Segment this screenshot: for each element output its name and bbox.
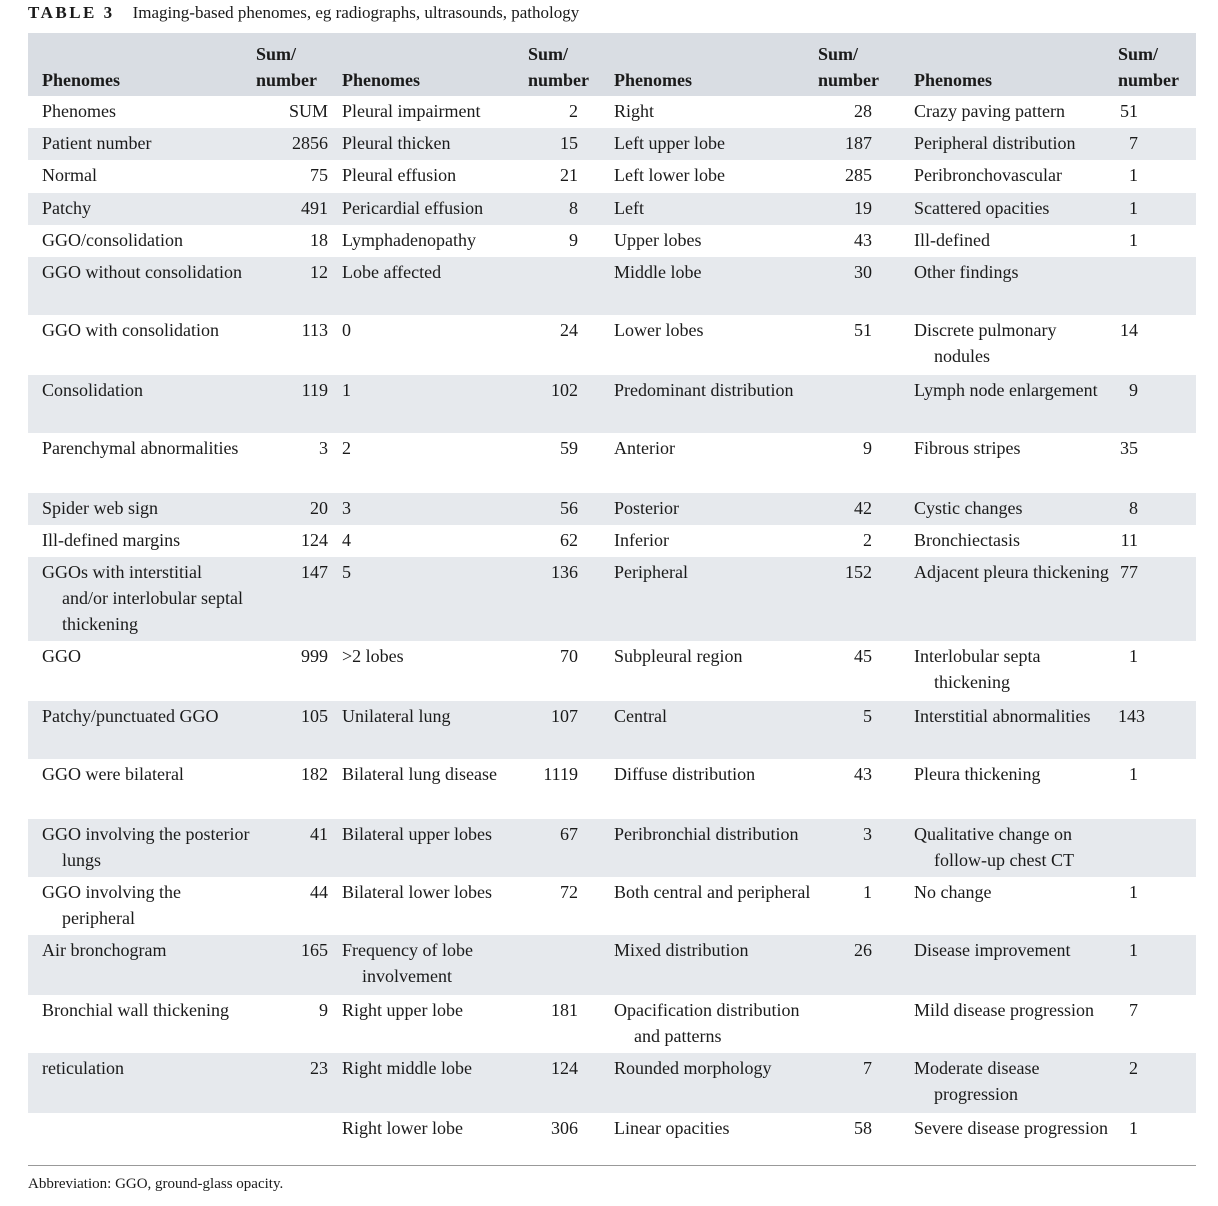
phenome-cell: Diffuse distribution <box>614 764 756 784</box>
sum-number-cell: 3 <box>319 438 328 458</box>
phenome-cell <box>28 1113 256 1169</box>
sum-number-cell: 113 <box>301 320 328 340</box>
phenome-cell: Lymphadenopathy <box>342 230 476 250</box>
phenome-cell: Pericardial effusion <box>328 193 528 225</box>
sum-number-cell: 107 <box>528 701 600 759</box>
phenome-cell: Upper lobes <box>614 230 702 250</box>
sum-number-cell: 30 <box>818 257 900 315</box>
phenome-cell: Pleural impairment <box>342 101 481 121</box>
phenome-cell: Right upper lobe <box>342 1000 463 1020</box>
table-row <box>28 315 1196 375</box>
column-header: Sum/ number <box>1118 33 1196 96</box>
phenome-cell: >2 lobes <box>342 646 404 666</box>
sum-number-cell: 75 <box>310 165 328 185</box>
sum-number-cell: 11 <box>1120 530 1138 550</box>
phenome-cell: Discrete pulmonary nodules <box>914 320 1057 366</box>
phenome-cell: Cystic changes <box>900 493 1118 525</box>
table-row <box>28 877 1196 935</box>
phenome-cell: 0 <box>342 320 351 340</box>
sum-number-cell: 7 <box>1118 128 1196 160</box>
sum-number-cell: 143 <box>1118 701 1196 759</box>
sum-number-cell: 8 <box>528 193 600 225</box>
sum-number-cell: 124 <box>301 530 328 550</box>
phenome-cell: Subpleural region <box>614 646 743 666</box>
sum-number-cell: 62 <box>560 530 578 550</box>
sum-number-cell: 102 <box>528 375 600 433</box>
table-row <box>28 1053 1196 1113</box>
sum-number-cell: 181 <box>551 1000 578 1020</box>
phenome-cell: Patient number <box>28 128 256 160</box>
sum-number-cell: 18 <box>310 230 328 250</box>
column-header: Sum/ number <box>818 33 900 96</box>
sum-number-cell: 58 <box>854 1118 872 1138</box>
sum-number-cell: 15 <box>528 128 600 160</box>
column-header: Sum/ number <box>528 33 600 96</box>
phenome-cell: 2 <box>342 438 351 458</box>
sum-number-cell: 105 <box>256 701 328 759</box>
phenome-cell: Bronchiectasis <box>914 530 1020 550</box>
sum-number-cell: 999 <box>301 646 328 666</box>
sum-number-cell: 152 <box>818 557 900 641</box>
sum-number-cell: 5 <box>818 701 900 759</box>
sum-number-cell: 9 <box>863 438 872 458</box>
sum-number-cell: 1 <box>1118 193 1196 225</box>
sum-number-cell <box>818 995 900 1053</box>
phenome-cell: Right lower lobe <box>342 1118 463 1138</box>
sum-number-cell <box>528 935 600 995</box>
phenome-cell: Left upper lobe <box>600 128 818 160</box>
sum-number-cell: 1 <box>1129 165 1138 185</box>
sum-number-cell <box>1118 819 1196 877</box>
phenome-cell: Interstitial abnormalities <box>900 701 1118 759</box>
sum-number-cell: 56 <box>528 493 600 525</box>
sum-number-cell: 1 <box>1129 646 1138 666</box>
column-header: Sum/ number <box>256 33 328 96</box>
phenome-cell: Qualitative change on follow-up chest CT <box>900 819 1118 877</box>
table-row <box>28 701 1196 759</box>
table-label: TABLE 3 <box>28 3 115 22</box>
table-caption <box>28 3 579 23</box>
sum-number-cell: 1 <box>1129 764 1138 784</box>
column-header: Phenomes <box>328 33 528 96</box>
sum-number-cell: 20 <box>256 493 328 525</box>
phenome-cell: Rounded morphology <box>600 1053 818 1113</box>
sum-number-cell: 7 <box>818 1053 900 1113</box>
table-bottom-rule <box>28 1165 1196 1166</box>
sum-number-cell: 9 <box>1118 375 1196 433</box>
phenome-cell: Pleura thickening <box>914 764 1041 784</box>
sum-number-cell: 285 <box>845 165 872 185</box>
phenome-cell: Lobe affected <box>328 257 528 315</box>
sum-number-cell <box>256 1113 328 1169</box>
sum-number-cell: 72 <box>560 882 578 902</box>
sum-number-cell: 59 <box>560 438 578 458</box>
phenome-cell: Severe disease progression <box>914 1118 1108 1138</box>
sum-number-cell: 41 <box>256 819 328 877</box>
table-row <box>28 433 1196 493</box>
phenome-cell: Interlobular septa thickening <box>914 646 1041 692</box>
phenome-cell: Crazy paving pattern <box>914 101 1065 121</box>
phenome-cell: Air bronchogram <box>28 935 256 995</box>
phenome-cell: Pleural thicken <box>328 128 528 160</box>
sum-number-cell: 43 <box>854 230 872 250</box>
sum-number-cell: 136 <box>528 557 600 641</box>
phenome-cell: Left <box>600 193 818 225</box>
phenome-cell: Left lower lobe <box>614 165 725 185</box>
phenome-cell: Opacification distribution and patterns <box>614 1000 800 1046</box>
table-row <box>28 935 1196 995</box>
phenome-cell: Linear opacities <box>614 1118 730 1138</box>
phenomes-table <box>28 33 1196 1169</box>
sum-number-cell: 2 <box>569 101 578 121</box>
table-row <box>28 1113 1196 1169</box>
sum-number-cell: 1 <box>1129 882 1138 902</box>
sum-number-cell: 67 <box>528 819 600 877</box>
sum-number-cell: 1 <box>863 882 872 902</box>
phenome-cell: Peripheral <box>600 557 818 641</box>
table-row <box>28 225 1196 257</box>
sum-number-cell: 1 <box>1129 1118 1138 1138</box>
sum-number-cell: 51 <box>854 320 872 340</box>
sum-number-cell: 165 <box>256 935 328 995</box>
sum-number-cell: 3 <box>818 819 900 877</box>
phenome-cell: Scattered opacities <box>900 193 1118 225</box>
sum-number-cell <box>818 375 900 433</box>
phenome-cell: Peripheral distribution <box>900 128 1118 160</box>
sum-number-cell: 306 <box>551 1118 578 1138</box>
sum-number-cell: 7 <box>1129 1000 1138 1020</box>
sum-number-cell: 8 <box>1118 493 1196 525</box>
sum-number-cell: 43 <box>854 764 872 784</box>
table-row <box>28 759 1196 819</box>
sum-number-cell: 24 <box>560 320 578 340</box>
sum-number-cell: 42 <box>818 493 900 525</box>
phenome-cell: Ill-defined margins <box>42 530 181 550</box>
phenome-cell: Central <box>600 701 818 759</box>
sum-number-cell: 26 <box>818 935 900 995</box>
phenome-cell: Mixed distribution <box>600 935 818 995</box>
phenome-cell: Bilateral upper lobes <box>328 819 528 877</box>
phenome-cell: Unilateral lung <box>328 701 528 759</box>
phenome-cell: 5 <box>328 557 528 641</box>
phenome-cell: Bilateral lung disease <box>342 764 497 784</box>
phenome-cell: GGO with consolidation <box>42 320 219 340</box>
phenome-cell: 4 <box>342 530 351 550</box>
phenome-cell: Adjacent pleura thickening <box>900 557 1118 641</box>
phenome-cell: Right <box>614 101 655 121</box>
phenome-cell: Moderate disease progression <box>900 1053 1118 1113</box>
phenome-cell: Spider web sign <box>28 493 256 525</box>
phenome-cell: Other findings <box>900 257 1118 315</box>
phenome-cell: Frequency of lobe involvement <box>328 935 528 995</box>
sum-number-cell: 70 <box>560 646 578 666</box>
sum-number-cell: 1 <box>1118 935 1196 995</box>
sum-number-cell: 182 <box>301 764 328 784</box>
sum-number-cell: 21 <box>560 165 578 185</box>
sum-number-cell: 12 <box>256 257 328 315</box>
phenome-cell: Bilateral lower lobes <box>342 882 492 902</box>
phenome-cell: Phenomes <box>42 101 116 121</box>
phenome-cell: GGO <box>42 646 81 666</box>
phenome-cell: Patchy <box>28 193 256 225</box>
phenome-cell: 3 <box>328 493 528 525</box>
phenome-cell: Parenchymal abnormalities <box>42 438 239 458</box>
sum-number-cell: 44 <box>310 882 328 902</box>
sum-number-cell: SUM <box>288 101 328 121</box>
phenome-cell: Lymph node enlargement <box>900 375 1118 433</box>
table-row <box>28 557 1196 641</box>
table-row <box>28 493 1196 525</box>
phenome-cell: Disease improvement <box>900 935 1118 995</box>
table-footnote: Abbreviation: GGO, ground-glass opacity. <box>28 1176 284 1192</box>
table-title: Imaging-based phenomes, eg radiographs, ultrasounds, pathology <box>132 3 580 22</box>
sum-number-cell: 124 <box>528 1053 600 1113</box>
table-row <box>28 641 1196 701</box>
sum-number-cell: 2 <box>1118 1053 1196 1113</box>
sum-number-cell: 19 <box>818 193 900 225</box>
sum-number-cell <box>1118 257 1196 315</box>
phenome-cell: GGOs with interstitial and/or interlobular septal thickening <box>28 557 256 641</box>
sum-number-cell: 77 <box>1118 557 1196 641</box>
phenome-cell: Pleural effusion <box>342 165 457 185</box>
column-header: Phenomes <box>600 33 818 96</box>
table-row <box>28 160 1196 193</box>
sum-number-cell: 147 <box>256 557 328 641</box>
sum-number-cell: 23 <box>256 1053 328 1113</box>
phenome-cell: Posterior <box>600 493 818 525</box>
sum-number-cell <box>528 257 600 315</box>
phenome-cell: Bronchial wall thickening <box>42 1000 229 1020</box>
table-row <box>28 525 1196 557</box>
phenome-cell: 1 <box>328 375 528 433</box>
sum-number-cell: 14 <box>1120 320 1138 340</box>
table-row <box>28 96 1196 128</box>
sum-number-cell: 187 <box>818 128 900 160</box>
table-body <box>28 96 1196 1169</box>
phenome-cell: GGO were bilateral <box>42 764 184 784</box>
phenome-cell: Patchy/punctuated GGO <box>28 701 256 759</box>
table-row <box>28 193 1196 225</box>
table-row <box>28 257 1196 315</box>
phenome-cell: GGO involving the posterior lungs <box>28 819 256 877</box>
phenome-cell: Peribronchovascular <box>914 165 1062 185</box>
phenome-cell: GGO/consolidation <box>42 230 183 250</box>
header-row <box>28 33 1196 96</box>
sum-number-cell: 1119 <box>543 764 578 784</box>
table-row <box>28 128 1196 160</box>
phenome-cell: No change <box>914 882 992 902</box>
phenome-cell: Consolidation <box>28 375 256 433</box>
sum-number-cell: 491 <box>256 193 328 225</box>
sum-number-cell: 9 <box>569 230 578 250</box>
sum-number-cell: 9 <box>319 1000 328 1020</box>
sum-number-cell: 2856 <box>256 128 328 160</box>
phenome-cell: Ill-defined <box>914 230 990 250</box>
phenome-cell: reticulation <box>28 1053 256 1113</box>
phenome-cell: Inferior <box>614 530 669 550</box>
sum-number-cell: 1 <box>1129 230 1138 250</box>
column-header: Phenomes <box>900 33 1118 96</box>
table-row <box>28 995 1196 1053</box>
phenome-cell: Middle lobe <box>600 257 818 315</box>
sum-number-cell: 51 <box>1120 101 1138 121</box>
table-row <box>28 375 1196 433</box>
sum-number-cell: 28 <box>854 101 872 121</box>
phenome-cell: GGO without consolidation <box>28 257 256 315</box>
sum-number-cell: 45 <box>854 646 872 666</box>
phenome-cell: Predominant distribution <box>600 375 818 433</box>
column-header: Phenomes <box>28 33 256 96</box>
sum-number-cell: 119 <box>256 375 328 433</box>
table-row <box>28 819 1196 877</box>
phenome-cell: Lower lobes <box>614 320 704 340</box>
phenome-cell: Fibrous stripes <box>914 438 1021 458</box>
phenome-cell: Peribronchial distribution <box>600 819 818 877</box>
phenome-cell: Both central and peripheral <box>614 882 811 902</box>
phenome-cell: Normal <box>42 165 97 185</box>
phenome-cell: Anterior <box>614 438 675 458</box>
phenome-cell: GGO involving the peripheral <box>42 882 181 928</box>
sum-number-cell: 35 <box>1120 438 1138 458</box>
phenome-cell: Mild disease progression <box>914 1000 1094 1020</box>
phenome-cell: Right middle lobe <box>328 1053 528 1113</box>
sum-number-cell: 2 <box>863 530 872 550</box>
